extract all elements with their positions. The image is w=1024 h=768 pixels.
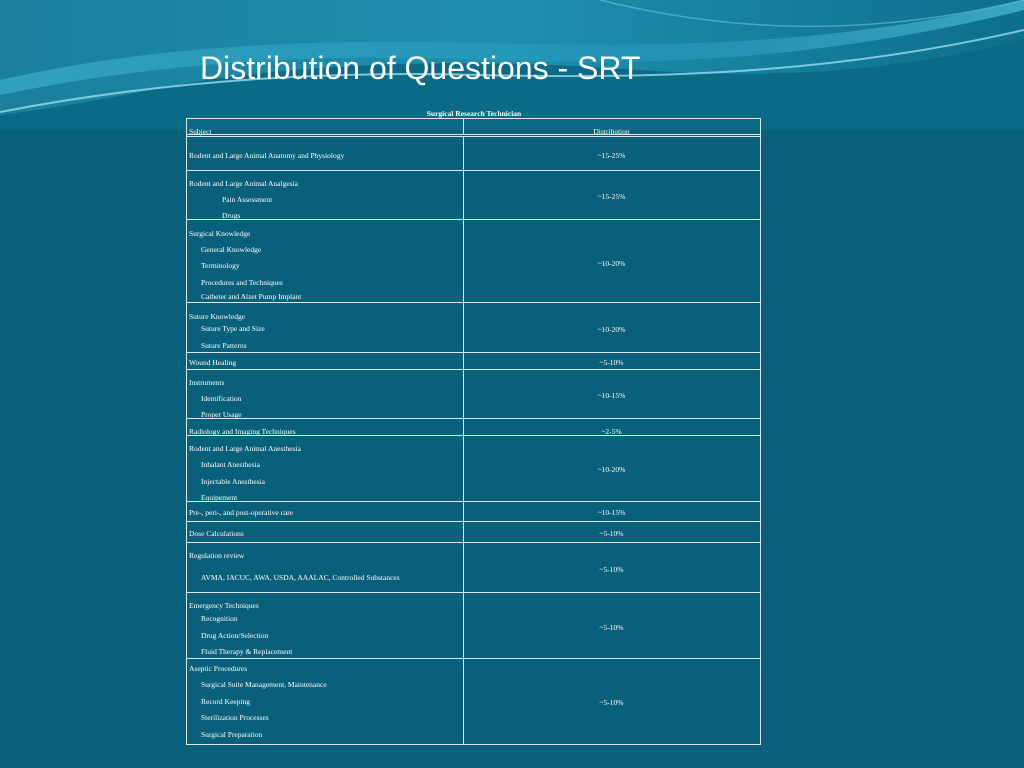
distribution-value: ~5-10% bbox=[599, 623, 624, 632]
subject-cell bbox=[187, 593, 464, 658]
subject-subitem: Drug Action/Selection bbox=[201, 631, 269, 640]
distribution-cell bbox=[463, 419, 760, 435]
subject-cell bbox=[187, 502, 464, 521]
subject-cell bbox=[187, 522, 464, 542]
distribution-value: ~5-10% bbox=[599, 358, 624, 367]
subject-cell bbox=[187, 171, 464, 219]
subject-label: Aseptic Procedures bbox=[189, 664, 248, 673]
distribution-cell bbox=[463, 137, 760, 170]
subject-label: Radiology and Imaging Techniques bbox=[189, 427, 296, 436]
subject-label: Surgical Knowledge bbox=[189, 229, 251, 238]
subject-subitem: Recognition bbox=[201, 614, 238, 623]
table-heading: Surgical Research Technician bbox=[426, 109, 522, 118]
subject-subitem: Proper Usage bbox=[201, 410, 242, 419]
distribution-cell bbox=[463, 353, 760, 369]
subject-subitem: Terminology bbox=[201, 261, 240, 270]
subject-header-cell bbox=[187, 119, 464, 134]
distribution-cell bbox=[463, 220, 760, 302]
subject-subitem: Identification bbox=[201, 394, 242, 403]
distribution-cell bbox=[463, 171, 760, 219]
subject-cell bbox=[187, 419, 464, 435]
distribution-value: ~5-10% bbox=[599, 529, 624, 538]
subject-subitem: Equipement bbox=[201, 493, 238, 502]
distribution-value: ~10-20% bbox=[597, 465, 626, 474]
subject-subitem: Surgical Suite Management, Maintenance bbox=[201, 680, 327, 689]
subject-column-header: Subject bbox=[189, 127, 212, 136]
table-row bbox=[187, 593, 760, 659]
subject-cell bbox=[187, 220, 464, 302]
subject-subitem: Suture Patterns bbox=[201, 341, 247, 350]
subject-label: Pre-, peri-, and post-operative care bbox=[189, 508, 294, 517]
distribution-cell bbox=[463, 659, 760, 744]
table-row bbox=[187, 502, 760, 522]
distribution-cell bbox=[463, 370, 760, 418]
subject-subitem: Suture Type and Size bbox=[201, 324, 265, 333]
subject-cell bbox=[187, 436, 464, 501]
page-title: Distribution of Questions - SRT bbox=[200, 50, 641, 86]
table-row bbox=[187, 436, 760, 502]
distribution-value: ~5-10% bbox=[599, 565, 624, 574]
subject-subitem: Pain Assessment bbox=[222, 195, 273, 204]
subject-label: Instruments bbox=[189, 378, 225, 387]
table-row bbox=[187, 137, 760, 171]
subject-subitem: Injectable Anesthesia bbox=[201, 477, 265, 486]
distribution-cell bbox=[463, 502, 760, 521]
subject-subitem: AVMA, IACUC, AWA, USDA, AAALAC, Controlled Substances bbox=[201, 573, 400, 582]
table-row bbox=[187, 220, 760, 303]
distribution-value: ~10-20% bbox=[597, 325, 626, 334]
distribution-cell bbox=[463, 522, 760, 542]
subject-subitem: Fluid Therapy & Replacement bbox=[201, 647, 293, 656]
subject-subitem: Sterilization Processes bbox=[201, 713, 269, 722]
subject-subitem: Catheter and Alzet Pump Implant bbox=[201, 292, 302, 301]
distribution-value: ~10-20% bbox=[597, 259, 626, 268]
subject-subitem: Surgical Preparation bbox=[201, 730, 263, 739]
subject-cell bbox=[187, 353, 464, 369]
table-row bbox=[187, 659, 760, 745]
subject-subitem: Inhalant Anesthesia bbox=[201, 460, 260, 469]
subject-label: Rodent and Large Animal Anesthesia bbox=[189, 444, 301, 453]
distribution-cell bbox=[463, 593, 760, 658]
table-row bbox=[187, 370, 760, 419]
distribution-cell bbox=[463, 543, 760, 592]
distribution-table bbox=[186, 118, 761, 745]
subject-subitem: Record Keeping bbox=[201, 697, 250, 706]
distribution-value: ~15-25% bbox=[597, 192, 626, 201]
distribution-value: ~2-5% bbox=[601, 427, 622, 436]
table-row bbox=[187, 543, 760, 593]
subject-label: Rodent and Large Animal Anatomy and Physiology bbox=[189, 151, 345, 160]
distribution-header-cell bbox=[463, 119, 760, 134]
subject-subitem: Drugs bbox=[222, 211, 241, 220]
subject-cell bbox=[187, 659, 464, 744]
subject-label: Wound Healing bbox=[189, 358, 237, 367]
subject-label: Suture Knowledge bbox=[189, 312, 246, 321]
distribution-value: ~10-15% bbox=[597, 508, 626, 517]
subject-cell bbox=[187, 370, 464, 418]
table-row bbox=[187, 353, 760, 370]
table-header-row bbox=[187, 119, 760, 137]
distribution-value: ~5-10% bbox=[599, 698, 624, 707]
distribution-value: ~10-15% bbox=[597, 391, 626, 400]
subject-label: Rodent and Large Animal Analgesia bbox=[189, 179, 299, 188]
subject-label: Emergency Techniques bbox=[189, 601, 259, 610]
table-row bbox=[187, 303, 760, 353]
subject-label: Dose Calculations bbox=[189, 529, 244, 538]
subject-label: Regulation review bbox=[189, 551, 245, 560]
table-row bbox=[187, 171, 760, 220]
table-row bbox=[187, 522, 760, 543]
distribution-value: ~15-25% bbox=[597, 151, 626, 160]
distribution-cell bbox=[463, 436, 760, 501]
distribution-cell bbox=[463, 303, 760, 352]
subject-subitem: General Knowledge bbox=[201, 245, 262, 254]
subject-cell bbox=[187, 137, 464, 170]
subject-subitem: Procedures and Techniques bbox=[201, 278, 283, 287]
subject-cell bbox=[187, 543, 464, 592]
distribution-column-header: Distribution bbox=[593, 127, 630, 136]
subject-cell bbox=[187, 303, 464, 352]
table-row bbox=[187, 419, 760, 436]
